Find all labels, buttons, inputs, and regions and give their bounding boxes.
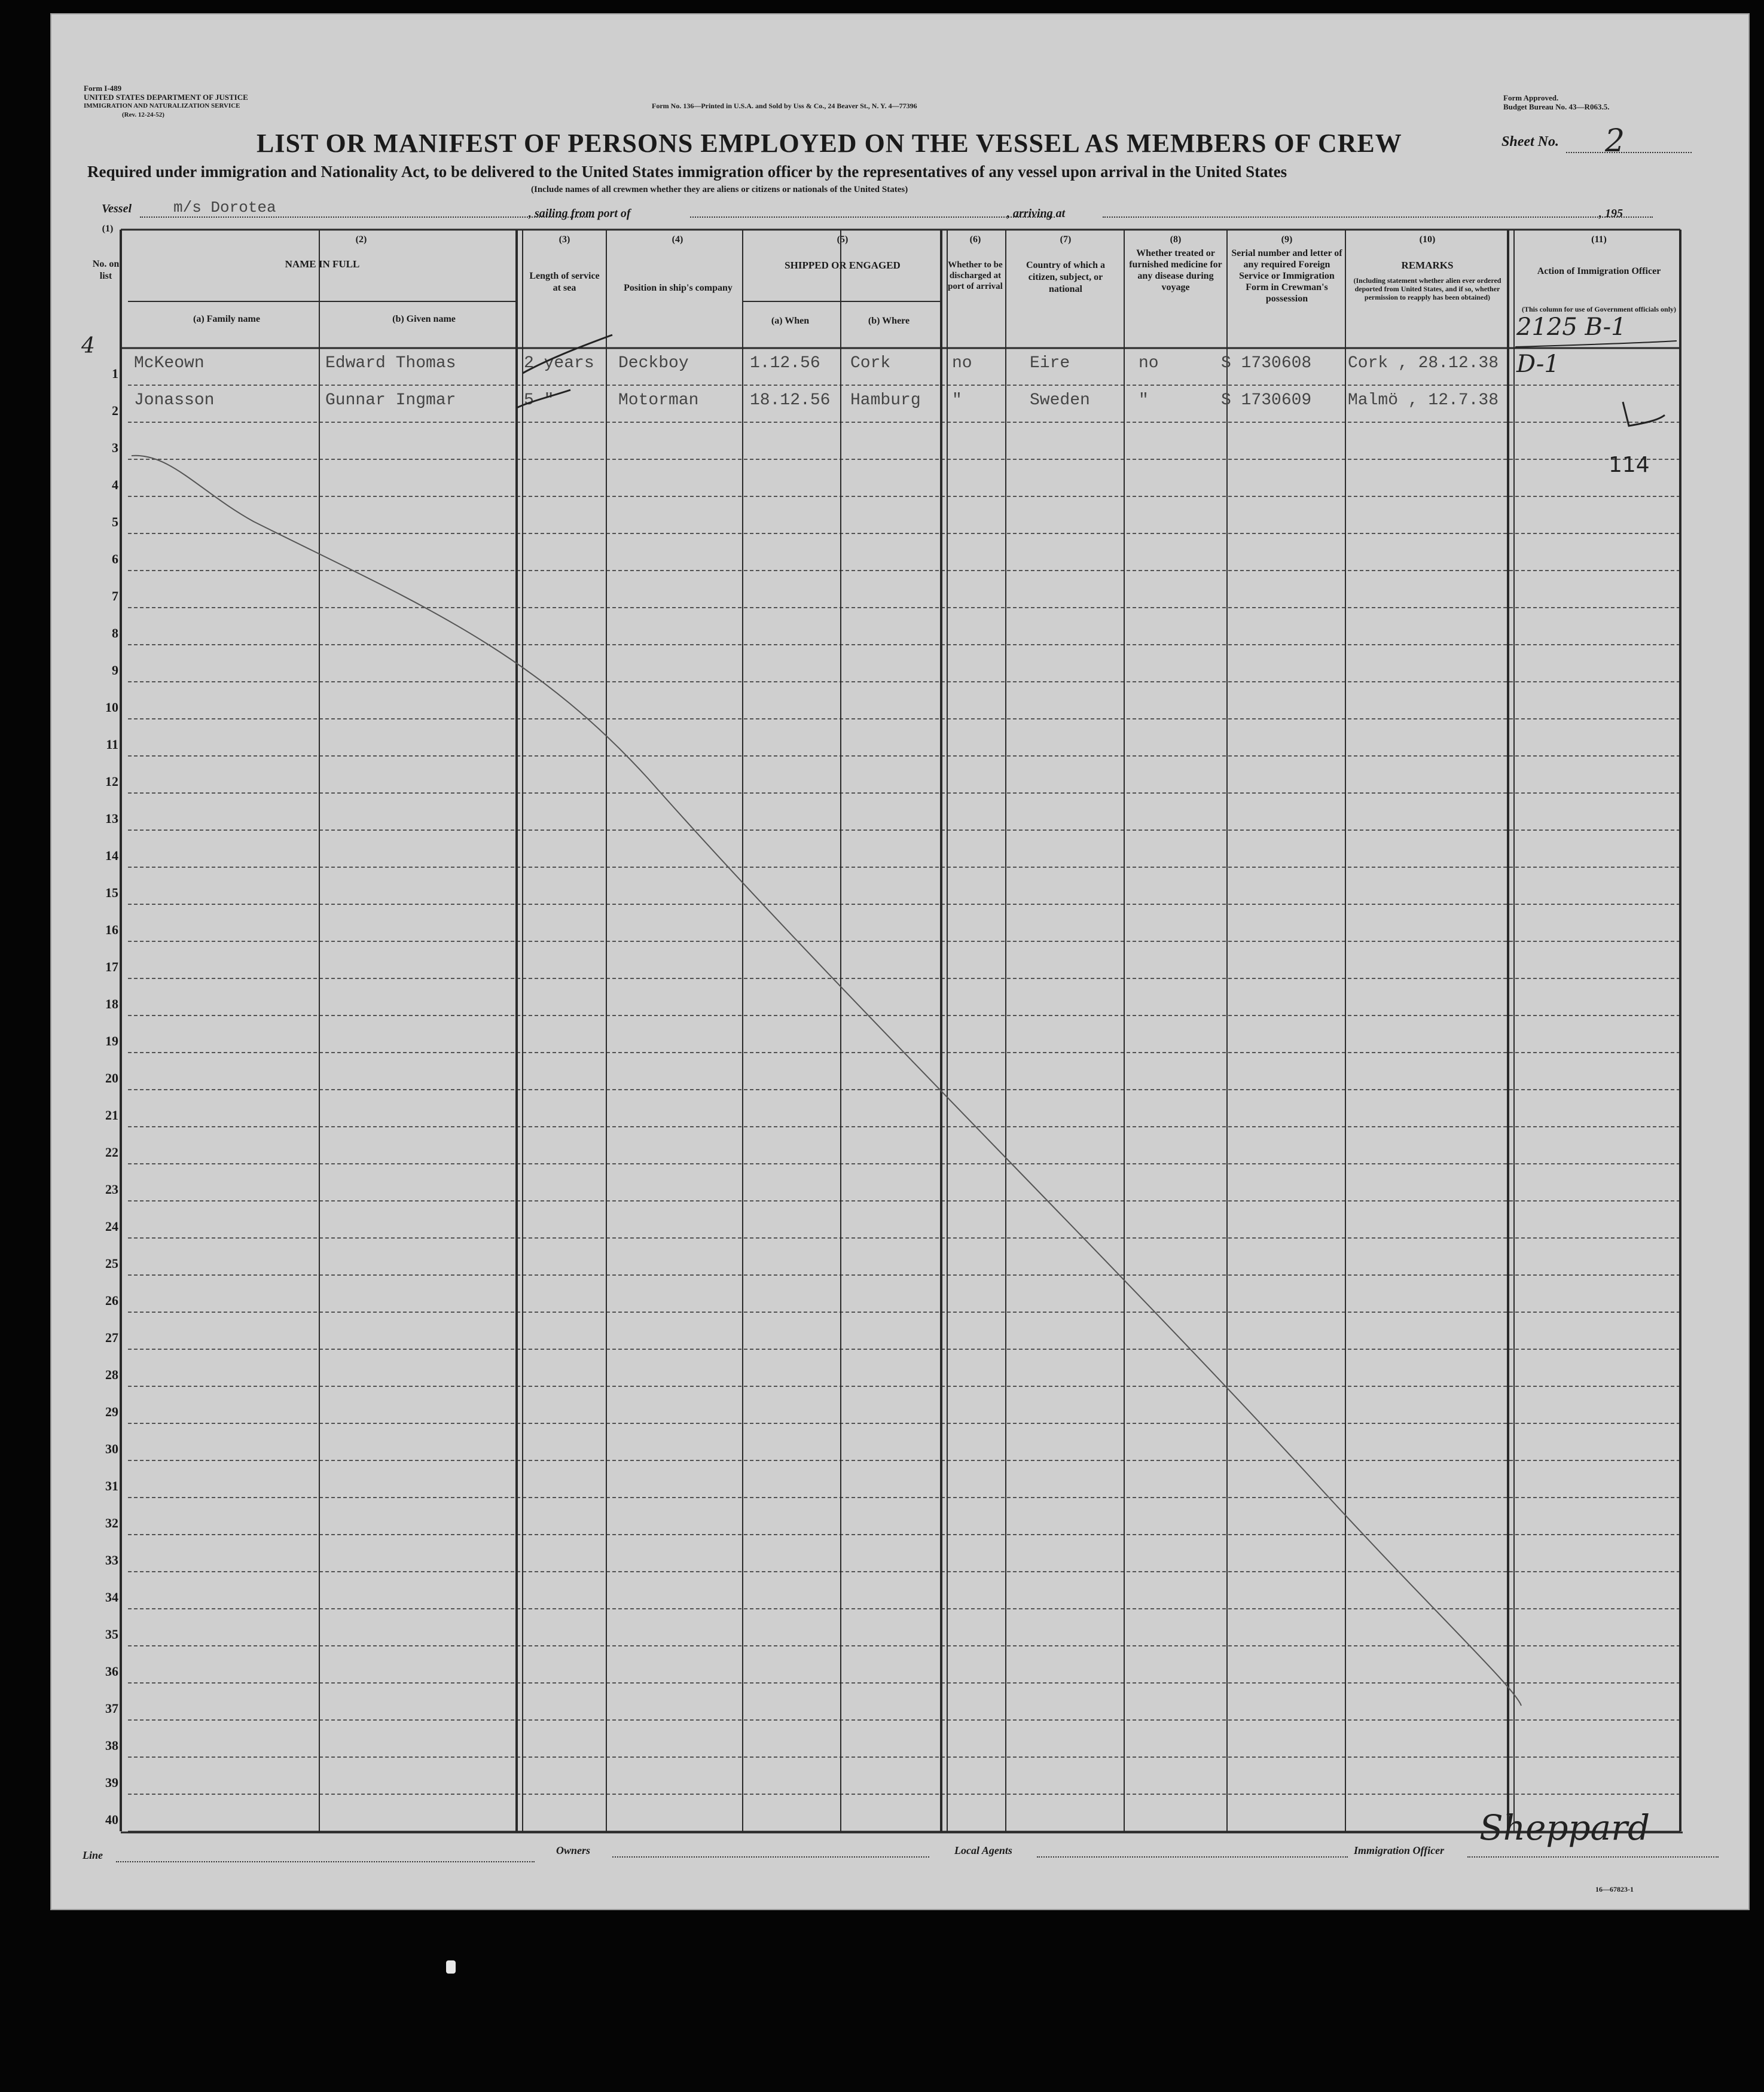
row-number: 33 <box>105 1553 118 1568</box>
footer-agents-label: Local Agents <box>954 1844 1012 1856</box>
row-number: 1 <box>112 366 118 381</box>
row-number: 20 <box>105 1071 118 1085</box>
row-number: 16 <box>105 922 118 937</box>
col7-number: (7) <box>1060 234 1072 245</box>
row-number: 26 <box>105 1293 118 1308</box>
row-number: 2 <box>112 403 118 418</box>
row-number: 6 <box>112 551 118 566</box>
footer-owners-label: Owners <box>556 1844 591 1856</box>
printer-note: Form No. 136—Printed in U.S.A. and Sold by Uss & Co., 24 Beaver St., N. Y. 4—77396 <box>652 102 917 110</box>
row-number: 4 <box>112 477 118 492</box>
row1-handwritten-mark: 4 <box>81 334 95 358</box>
row-number: 22 <box>105 1145 118 1160</box>
sheet-number: 2 <box>1605 123 1625 159</box>
row-number: 24 <box>105 1219 118 1234</box>
entry-action: 2125 B-1 <box>1516 313 1626 341</box>
row-number: 35 <box>105 1627 118 1642</box>
row-number: 25 <box>105 1256 118 1271</box>
service-check-mark-1 <box>523 335 612 373</box>
row-number: 15 <box>105 885 118 900</box>
entry-discharged: no <box>952 354 972 373</box>
row-number: 36 <box>105 1664 118 1679</box>
row-number: 39 <box>105 1775 118 1790</box>
col2-header: NAME IN FULL <box>285 258 360 270</box>
col2-number: (2) <box>355 234 367 245</box>
entry-family: Jonasson <box>134 391 215 410</box>
manifest-sheet <box>50 13 1750 1910</box>
row-number: 27 <box>105 1330 118 1345</box>
vessel-name: m/s Dorotea <box>173 199 276 216</box>
col11-header: Action of Immigration Officer <box>1537 266 1661 276</box>
col10-note: (Including statement whether alien ever ordered deported from United States, and if so, whether permission to reapply has been obtained) <box>1353 276 1501 301</box>
entry-given: Gunnar Ingmar <box>325 391 456 410</box>
row-number: 38 <box>105 1738 118 1753</box>
row-number: 17 <box>105 959 118 974</box>
year-label: , 195 <box>1599 207 1623 220</box>
row-number: 28 <box>105 1367 118 1382</box>
row-number: 9 <box>112 663 118 678</box>
col10-header: REMARKS <box>1401 260 1454 271</box>
col5b-header: (b) Where <box>868 316 910 326</box>
form-approval: Form Approved. <box>1503 93 1559 102</box>
row-number: 11 <box>106 737 118 752</box>
entry-when: 1.12.56 <box>750 354 820 373</box>
entry-serial: S 1730608 <box>1221 354 1312 373</box>
officer-signature: Sheppard <box>1479 1807 1650 1848</box>
page-title: LIST OR MANIFEST OF PERSONS EMPLOYED ON THE VESSEL AS MEMBERS OF CREW <box>257 129 1402 158</box>
row-number: 14 <box>105 848 118 863</box>
row-number: 23 <box>105 1182 118 1197</box>
department-name: UNITED STATES DEPARTMENT OF JUSTICE <box>84 93 248 102</box>
row-number: 34 <box>105 1590 118 1605</box>
col5-header: SHIPPED OR ENGAGED <box>785 260 901 271</box>
entry-given: Edward Thomas <box>325 354 456 373</box>
entry-position: Deckboy <box>618 354 689 373</box>
page-subtitle: Required under immigration and Nationality Act, to be delivered to the United States immigration officer by the representatives of any vessel upon arrival in the United States <box>87 163 1287 181</box>
entry-serial: S 1730609 <box>1221 391 1312 410</box>
entry-discharged: " <box>952 391 962 410</box>
pen-strokes <box>50 13 1750 1910</box>
col11-number: (11) <box>1591 234 1607 245</box>
row-number: 12 <box>105 774 118 789</box>
page-subnote: (Include names of all crewmen whether they are aliens or citizens or nationals of the United States) <box>531 185 908 194</box>
form-code: 16—67823-1 <box>1595 1885 1634 1893</box>
entry-remarks: Cork , 28.12.38 <box>1348 354 1499 373</box>
row-number: 37 <box>105 1701 118 1716</box>
col2b-header: (b) Given name <box>392 314 456 324</box>
entry-action: D-1 <box>1516 350 1559 378</box>
row-number: 18 <box>105 996 118 1011</box>
col5a-header: (a) When <box>771 316 810 326</box>
col3-number: (3) <box>559 234 570 245</box>
col6-number: (6) <box>969 234 981 245</box>
entry-treated: " <box>1139 391 1149 410</box>
sailing-label: , sailing from port of <box>529 207 631 220</box>
count-annotation: 114 <box>1609 453 1650 477</box>
action-check-mark <box>1623 402 1665 426</box>
row-number: 10 <box>105 700 118 715</box>
entry-when: 18.12.56 <box>750 391 831 410</box>
row-number: 31 <box>105 1478 118 1493</box>
entry-country: Sweden <box>1030 391 1090 410</box>
row-number: 21 <box>105 1108 118 1123</box>
col11-note: (This column for use of Government officials only) <box>1521 305 1677 313</box>
scan-speck <box>446 1960 456 1974</box>
row-number: 13 <box>105 811 118 826</box>
col10-number: (10) <box>1419 234 1436 245</box>
row-number: 30 <box>105 1441 118 1456</box>
service-check-mark-2 <box>517 390 570 408</box>
arriving-label: , arriving at <box>1007 207 1066 220</box>
col8-number: (8) <box>1170 234 1182 245</box>
sheet-label: Sheet No. <box>1501 134 1559 150</box>
footer-line-label: Line <box>83 1849 103 1861</box>
diagonal-cancel-line <box>132 456 1521 1706</box>
entry-country: Eire <box>1030 354 1070 373</box>
col4-header: Position in ship's company <box>624 283 733 293</box>
entry-where: Hamburg <box>850 391 921 410</box>
row-number: 5 <box>112 514 118 529</box>
col8-header: Whether treated or furnished medicine for any disease during voyage <box>1129 248 1222 292</box>
form-revision: (Rev. 12-24-52) <box>122 111 164 118</box>
col3-header: Length of service at sea <box>529 271 600 293</box>
col2a-header: (a) Family name <box>193 314 260 324</box>
row-number: 29 <box>105 1404 118 1419</box>
col1-header: No. on list <box>92 259 120 281</box>
entry-service: 2 years <box>524 354 594 373</box>
budget-number: Budget Bureau No. 43—R063.5. <box>1503 102 1610 111</box>
entry-position: Motorman <box>618 391 699 410</box>
entry-remarks: Malmö , 12.7.38 <box>1348 391 1499 410</box>
row-number: 40 <box>105 1812 118 1827</box>
row-number: 7 <box>112 588 118 603</box>
entry-treated: no <box>1139 354 1159 373</box>
col7-header: Country of which a citizen, subject, or national <box>1026 260 1105 294</box>
entry-where: Cork <box>850 354 891 373</box>
col4-number: (4) <box>672 234 683 245</box>
row-number: 3 <box>112 440 118 455</box>
form-id: Form I-489 <box>84 84 122 93</box>
entry-service: 5 " <box>524 391 554 410</box>
col9-number: (9) <box>1281 234 1293 245</box>
entry-family: McKeown <box>134 354 205 373</box>
col5-number: (5) <box>837 234 849 245</box>
action-underline <box>1515 341 1677 347</box>
col1-number: (1) <box>102 224 114 234</box>
service-name: IMMIGRATION AND NATURALIZATION SERVICE <box>84 102 240 109</box>
col9-header: Serial number and letter of any required Foreign Service or Immigration Form in Crewman's possession <box>1231 248 1342 304</box>
row-number: 8 <box>112 626 118 641</box>
row-number: 19 <box>105 1033 118 1048</box>
vessel-label: Vessel <box>102 202 132 215</box>
footer-officer-label: Immigration Officer <box>1354 1844 1445 1856</box>
row-number: 32 <box>105 1515 118 1530</box>
col6-header: Whether to be discharged at port of arrival <box>948 260 1003 291</box>
